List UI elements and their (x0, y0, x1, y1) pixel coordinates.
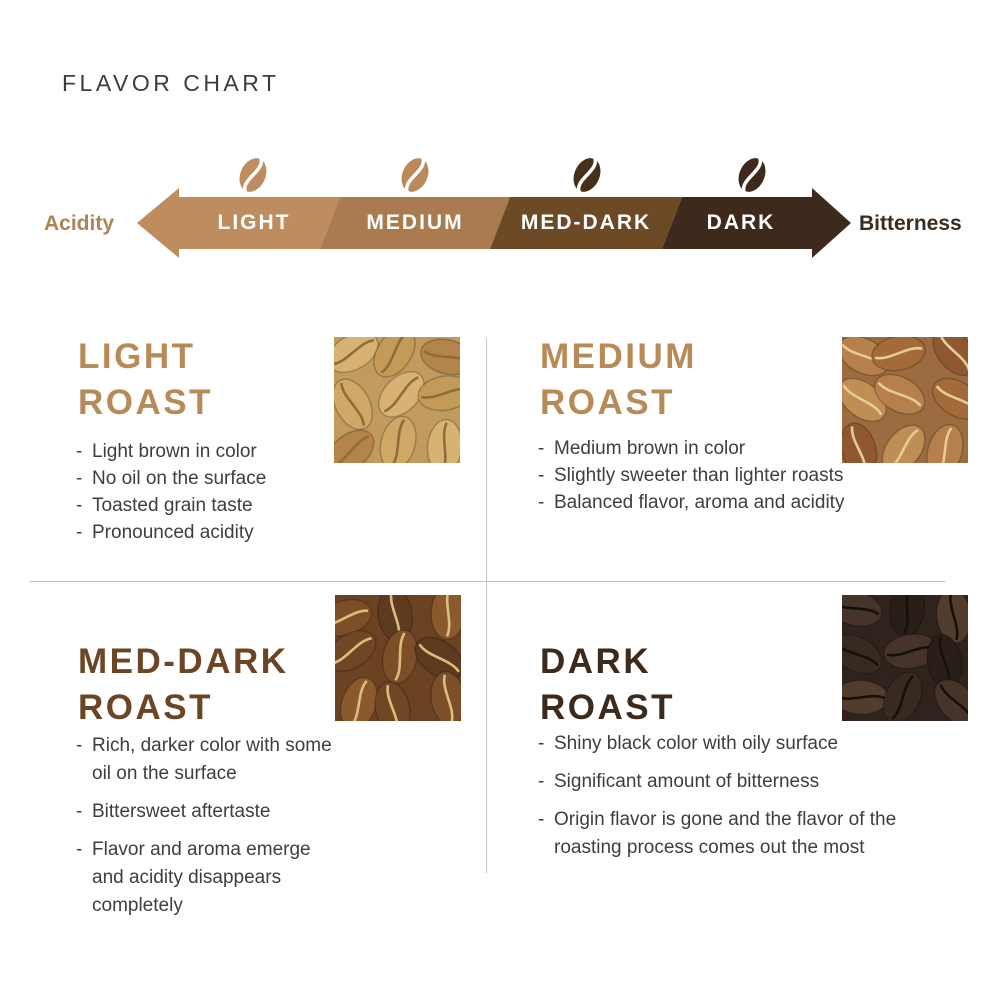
roast-scale-bar (0, 155, 1001, 267)
bullet-text: Flavor and aroma emerge and acidity disappears completely (92, 839, 311, 916)
bitterness-label: Bitterness (859, 212, 962, 235)
vertical-divider (486, 338, 487, 873)
bullet-item (76, 519, 396, 546)
bullet-text: Bittersweet aftertaste (92, 801, 271, 822)
bullet-dash: - (538, 465, 545, 486)
med-dark-roast-bullets (76, 732, 344, 930)
dark-roast-bullets (538, 730, 920, 872)
page-title: FLAVOR CHART (62, 70, 280, 96)
bullet-dash: - (76, 468, 83, 489)
medium-roast-title-line2: ROAST (540, 383, 675, 422)
dark-roast-title (540, 639, 675, 731)
bullet-item (76, 438, 396, 465)
light-roast-title-line1: LIGHT (78, 337, 196, 376)
bullet-dash: - (538, 809, 545, 830)
bullet-item (76, 492, 396, 519)
bullet-dash: - (538, 733, 545, 754)
scale-left-arrowhead (137, 188, 179, 258)
scale-right-arrowhead (812, 188, 851, 258)
med-dark-roast-title-line2: ROAST (78, 688, 213, 727)
bullet-dash: - (538, 771, 545, 792)
acidity-label: Acidity (44, 212, 115, 235)
horizontal-divider (30, 581, 945, 582)
bullet-dash: - (538, 492, 545, 513)
bullet-text: Significant amount of bitterness (554, 771, 820, 792)
bullet-dash: - (76, 522, 83, 543)
scale-label-med-dark: MED-DARK (520, 211, 652, 234)
scale-label-medium: MEDIUM (366, 211, 464, 234)
bullet-item (76, 798, 344, 826)
light-roast-title (78, 334, 213, 426)
bullet-item (538, 462, 938, 489)
bullet-dash: - (76, 801, 83, 822)
bullet-text: Shiny black color with oily surface (554, 733, 839, 754)
coffee-bean-icon (566, 155, 607, 198)
bullet-item (538, 489, 938, 516)
light-roast-title-line2: ROAST (78, 383, 213, 422)
bullet-item (76, 465, 396, 492)
bullet-text: Balanced flavor, aroma and acidity (554, 492, 845, 513)
bullet-text: Medium brown in color (554, 438, 746, 459)
med-dark-roast-title-line1: MED-DARK (78, 642, 289, 681)
dark-roast-title-line1: DARK (540, 642, 652, 681)
med-dark-roast-title (78, 639, 289, 731)
bullet-text: Origin flavor is gone and the flavor of the roasting process comes out the most (554, 809, 897, 858)
light-roast-bullets (76, 438, 396, 546)
medium-roast-title-line1: MEDIUM (540, 337, 697, 376)
bullet-text: Rich, darker color with some oil on the surface (92, 735, 332, 784)
bullet-text: Pronounced acidity (92, 522, 254, 543)
coffee-bean-icon (232, 155, 273, 198)
bullet-dash: - (76, 441, 83, 462)
bullet-dash: - (76, 839, 83, 860)
medium-roast-title (540, 334, 697, 426)
bullet-text: Light brown in color (92, 441, 257, 462)
bullet-item (76, 732, 344, 788)
bullet-item (76, 836, 344, 920)
bullet-item (538, 435, 938, 462)
bullet-item (538, 730, 920, 758)
bullet-dash: - (538, 438, 545, 459)
bullet-dash: - (76, 495, 83, 516)
bullet-text: No oil on the surface (92, 468, 267, 489)
bullet-item (538, 806, 920, 862)
bullet-text: Toasted grain taste (92, 495, 253, 516)
dark-roast-title-line2: ROAST (540, 688, 675, 727)
dark-roast-beans-photo (842, 595, 968, 721)
scale-label-light: LIGHT (217, 211, 291, 234)
bullet-text: Slightly sweeter than lighter roasts (554, 465, 844, 486)
scale-label-dark: DARK (706, 211, 776, 234)
coffee-bean-icon (394, 155, 435, 198)
coffee-bean-icon (731, 155, 772, 198)
med-dark-roast-beans-photo (335, 595, 461, 721)
bullet-item (538, 768, 920, 796)
medium-roast-bullets (538, 435, 938, 516)
bullet-dash: - (76, 735, 83, 756)
